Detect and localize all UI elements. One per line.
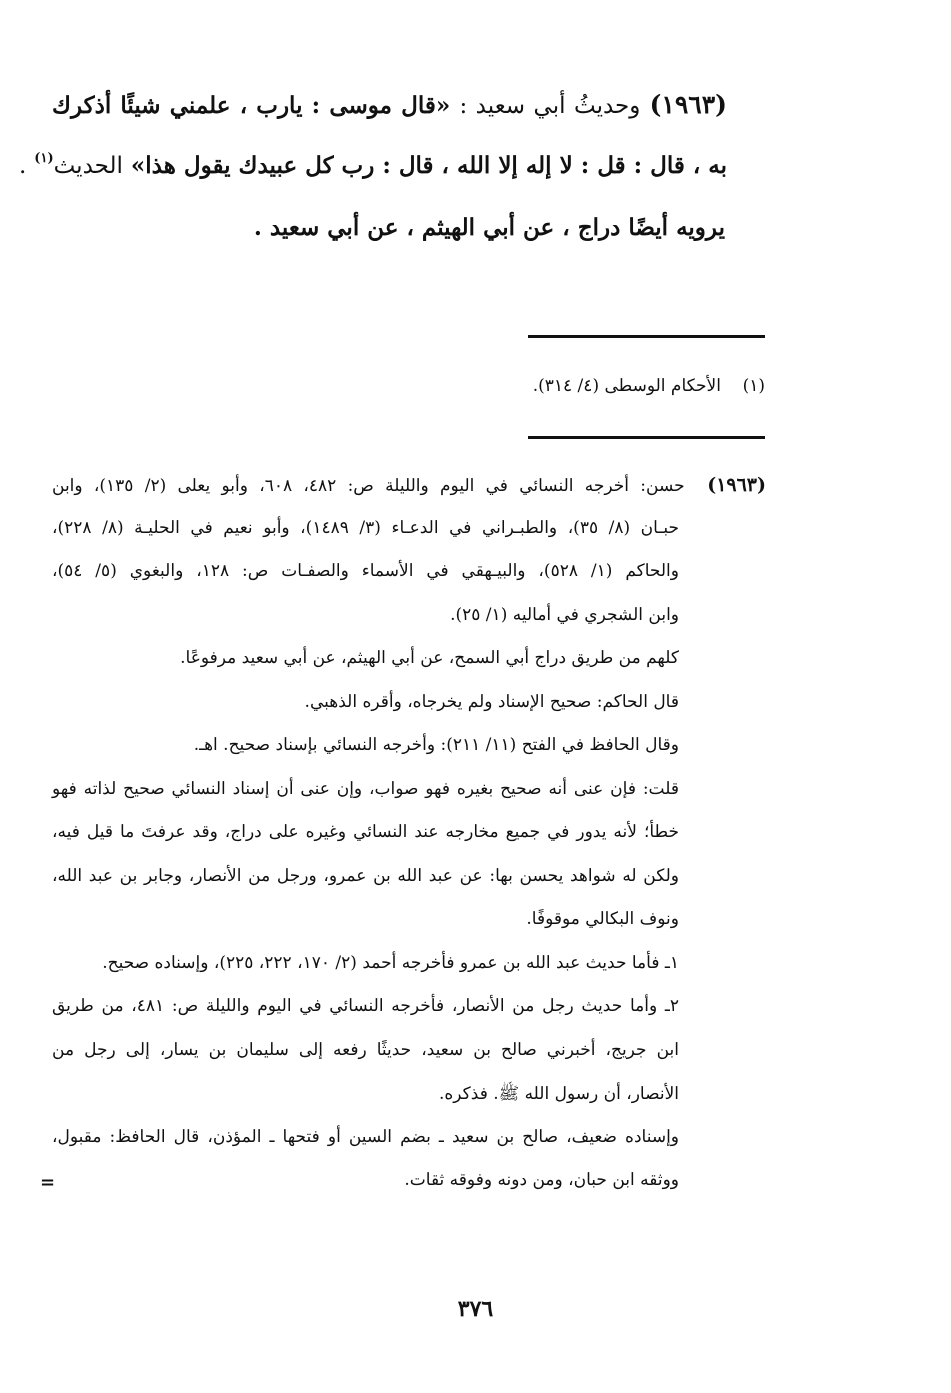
notes-divider: [528, 436, 765, 439]
takhrij-notes: [52, 474, 766, 1214]
note-text: ولكن له شواهد يحسن بها: عن عبد الله بن عمرو، ورجل من الأنصار، وجابر بن عبد الله،: [52, 865, 679, 886]
note-line: [52, 735, 679, 779]
note-line: [52, 822, 679, 866]
note-text: ١ـ فأما حديث عبد الله بن عمرو فأخرجه أحمد (٢/ ١٧٠، ٢٢٢، ٢٢٥)، وإسناده صحيح.: [102, 952, 679, 973]
note-text: والحاكم (١/ ٥٢٨)، والبيـهقي في الأسماء والصفـات ص: ١٢٨، والبغوي (٥/ ٥٤)،: [52, 561, 679, 581]
main-line-1: [52, 92, 727, 154]
note-line: [52, 692, 679, 736]
note-number: (١٩٦٣): [707, 474, 767, 496]
hadith-quote-part2: به ، قال : قل : لا إله إلا الله ، قال : رب كل عبيدك يقول هذا»: [130, 152, 727, 179]
note-text: الأنصار، أن رسول الله ﷺ. فذكره.: [438, 1084, 679, 1104]
note-line: [52, 561, 679, 605]
continuation-mark: =: [40, 1172, 56, 1193]
note-text: ابن جريج، أخبرني صالح بن سعيد، حديثًا رفعه إلى سليمان بن يسار، إلى رجل من: [52, 1039, 679, 1060]
note-text: ونوف البكالي موقوفًا.: [526, 909, 679, 929]
note-line: [52, 1127, 679, 1171]
hadith-end: .: [18, 153, 27, 179]
footnote-text: الأحكام الوسطى (٤/ ٣١٤).: [532, 376, 721, 396]
main-text: [18, 90, 727, 278]
hadith-quote-part1: «قال موسى : يارب ، علمني شيئًا أذكرك: [52, 92, 451, 119]
note-text: وقال الحافظ في الفتح (١١/ ٢١١): وأخرجه النسائي بإسناد صحيح. اهـ.: [193, 735, 679, 755]
note-text: قلت: فإن عنى أنه صحيح بغيره فهو صواب، وإن عنى أن إسناد النسائي صحيح لذاته فهو: [52, 778, 679, 799]
note-line: [52, 474, 766, 518]
note-text: حسن: أخرجه النسائي في اليوم والليلة ص: ٤٨٢، ٦٠٨، وأبو يعلى (٢/ ١٣٥)، وابن: [52, 476, 685, 496]
hadith-intro: وحديثُ أبي سعيد :: [459, 93, 641, 119]
note-text: قال الحاكم: صحيح الإسناد ولم يخرجاه، وأقره الذهبي.: [304, 691, 679, 712]
footnote-marker: (١): [742, 376, 765, 396]
note-text: وإسناده ضعيف، صالح بن سعيد ـ بضم السين أو فتحها ـ المؤذن، قال الحافظ: مقبول،: [52, 1126, 679, 1147]
note-line: [52, 866, 679, 910]
main-line-2: [18, 151, 727, 216]
note-line: [52, 909, 679, 953]
note-line: [52, 1040, 679, 1084]
note-text: ٢ـ وأما حديث رجل من الأنصار، فأخرجه النسائي في اليوم والليلة ص: ٤٨١، من طريق: [52, 996, 680, 1016]
note-text: حبـان (٨/ ٣٥)، والطبـراني في الدعـاء (٣/ ١٤٨٩)، وأبو نعيم في الحليـة (٨/ ٢٢٨)،: [52, 517, 679, 538]
note-line: [52, 996, 679, 1040]
note-line: [52, 779, 679, 823]
note-line: [52, 518, 679, 562]
note-line: [52, 648, 679, 692]
hadith-tail: الحديث: [53, 153, 123, 179]
main-line-3: [52, 216, 725, 278]
page-number: ٣٧٦: [457, 1296, 494, 1322]
note-text: وابن الشجري في أماليه (١/ ٢٥).: [450, 604, 679, 625]
note-text: خطأ؛ لأنه يدور في جميع مخارجه عند النسائي وغيره على دراج، وقد عرفتَ ما قيل فيه،: [52, 822, 679, 842]
note-text: ووثقه ابن حبان، ومن دونه وفوقه ثقات.: [404, 1170, 679, 1190]
note-line: [52, 953, 679, 997]
footnote-divider: [528, 335, 765, 338]
narration-note: يرويه أيضًا دراج ، عن أبي الهيثم ، عن أبي سعيد .: [253, 214, 725, 241]
footnote-ref: (١): [34, 151, 54, 166]
footnote: [533, 376, 765, 396]
note-line: [52, 605, 679, 649]
note-line: [52, 1170, 679, 1214]
note-line: [52, 1083, 679, 1127]
note-text: كلهم من طريق دراج أبي السمح، عن أبي الهيثم، عن أبي سعيد مرفوعًا.: [180, 648, 679, 668]
hadith-number: (١٩٦٣): [649, 90, 727, 119]
